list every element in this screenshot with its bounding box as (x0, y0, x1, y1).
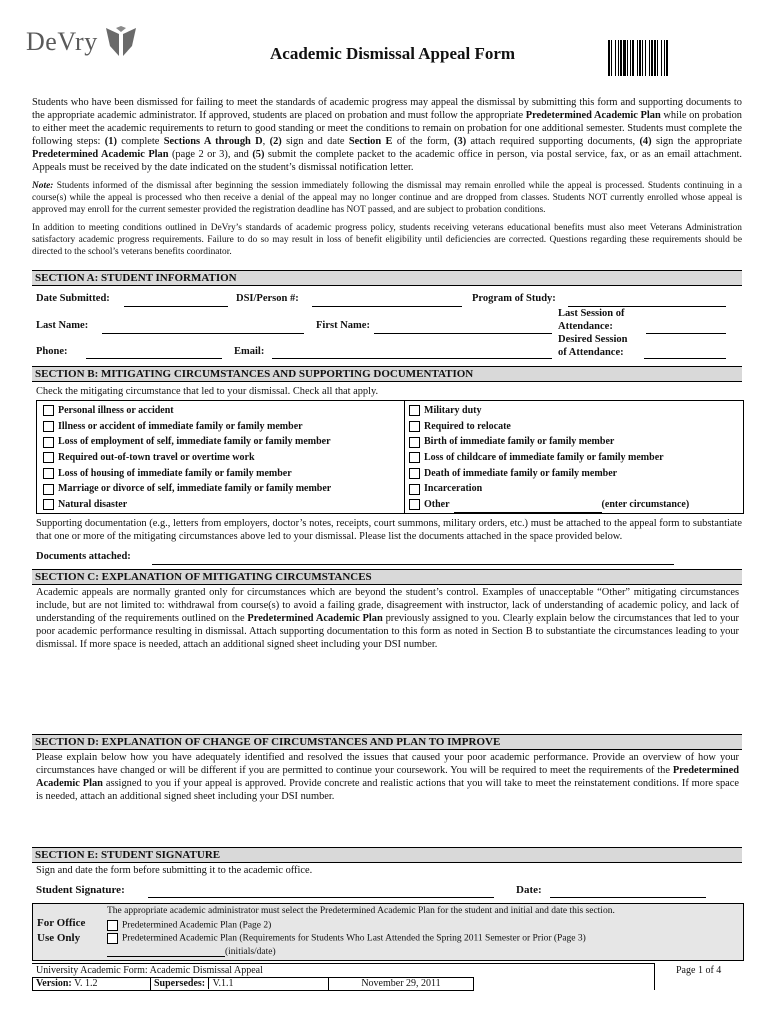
first-name-line[interactable] (374, 321, 552, 334)
checkbox-icon[interactable] (43, 421, 54, 432)
checkbox-icon[interactable] (409, 452, 420, 463)
office-option-page2[interactable]: Predetermined Academic Plan (Page 2) (107, 920, 271, 931)
checkbox-icon[interactable] (409, 499, 420, 510)
page-title: Academic Dismissal Appeal Form (270, 44, 516, 63)
circumstance-option[interactable] (43, 450, 401, 466)
office-option-page3[interactable]: Predetermined Academic Plan (Requirements for Students Who Last Attended the Spring 2011 Semester or Prior (Page 3) (107, 933, 586, 944)
program-field: Program of Study: (472, 293, 556, 304)
documents-attached-line[interactable] (152, 552, 674, 565)
other-circumstance-line[interactable] (454, 502, 602, 513)
section-d-title: SECTION D: EXPLANATION OF CHANGE OF CIRCUMSTANCES AND PLAN TO IMPROVE (32, 734, 742, 750)
circumstance-label: Required out-of-town travel or overtime work (58, 452, 255, 464)
dsi-field: DSI/Person #: (236, 293, 299, 304)
circumstance-option[interactable] (409, 434, 739, 450)
desired-session-field: Desired Session of Attendance: (558, 334, 628, 358)
note-paragraph: Note: Students informed of the dismissal after beginning the session immediately following the dismissal may remain enrolled while the appeal is processed. Students continuing in a course(s) while the appeal is processed who then receive a denial of the appeal may no longer continue and are dropped from classes. Students NOT currently enrolled whose appeal is approved may enroll for the current semester provided the registration deadline has NOT passed, and are subject to probation conditions. (32, 181, 742, 215)
barcode-image (608, 40, 718, 76)
date-submitted-field[interactable]: Date Submitted: (36, 293, 110, 304)
circumstances-right-column (409, 403, 739, 513)
shield-icon (104, 26, 138, 58)
logo-text: DeVry (26, 27, 98, 56)
dsi-line[interactable] (312, 294, 462, 307)
circumstance-label: Incarceration (424, 483, 483, 495)
checkbox-icon[interactable] (409, 468, 420, 479)
form-header (0, 0, 770, 90)
last-session-line[interactable] (646, 321, 726, 334)
section-d-text: Please explain below how you have adequately identified and resolved the issues that caused your poor academic performance. Provide an overview of how your circumstances have changed or will be different if you are permitted to continue your coursework. You will be required to meet the requirements of the Predetermined Academic Plan assigned to you if your appeal is approved. Provide concrete and realistic actions that you will take to meet the reinstatement conditions. If more space is needed, attach an additional signed sheet including your DSI number. (36, 752, 740, 802)
signature-date-label: Date: (516, 884, 542, 896)
section-c-answer-area[interactable] (32, 650, 742, 732)
office-use-label: For Office Use Only (37, 917, 86, 944)
section-a (32, 270, 742, 286)
veterans-paragraph: In addition to meeting conditions outlined in DeVry’s standards of academic progress policy, students receiving veterans educational benefits must also meet Veterans Administration satisfactory academic progress requirements. Failure to do so may result in loss of benefit eligibility until deficiencies are corrected. Questions regarding these requirements should be directed to the school’s veterans benefits coordinator. (32, 223, 742, 257)
section-c-text: Academic appeals are normally granted only for circumstances which are beyond the student’s control. Examples of unacceptable “Other” mitigating circumstances include, but are not limited to: withdrawal from course(s) to avoid a failing grade, disagreement with instructor, lack of understanding of academic policy, and lack of understanding of the requirements outlined on the Predetermined Academic Plan previously assigned to you. Clearly explain below the circumstances that led to your poor academic performance resulting in dismissal. Attach supporting documentation to this form as noted in Section B to substantiate the circumstances leading to your dismissal. If more space is needed, attach an additional signed sheet including your DSI number. (36, 587, 739, 650)
circumstance-option[interactable] (409, 497, 739, 513)
office-use-box (32, 903, 744, 961)
email-line[interactable] (272, 346, 552, 359)
first-name-field: First Name: (316, 320, 370, 331)
circumstances-box (36, 400, 744, 514)
section-c-title: SECTION C: EXPLANATION OF MITIGATING CIRCUMSTANCES (32, 569, 742, 585)
circumstance-option[interactable] (43, 466, 401, 482)
intro-section (32, 96, 742, 264)
checkbox-icon[interactable] (409, 437, 420, 448)
section-e (32, 847, 742, 877)
circumstance-label: Illness or accident of immediate family or family member (58, 420, 303, 432)
student-signature-label: Student Signature: (36, 884, 125, 896)
checkbox-icon[interactable] (107, 933, 118, 944)
checkbox-icon[interactable] (43, 437, 54, 448)
circumstance-label: Personal illness or accident (58, 405, 174, 416)
checkbox-icon[interactable] (409, 484, 420, 495)
other-circumstance-hint: (enter circumstance) (601, 499, 690, 511)
circumstance-option[interactable] (409, 466, 739, 482)
documents-attached-label: Documents attached: (36, 551, 131, 562)
circumstance-option[interactable] (43, 481, 401, 497)
signature-date-line[interactable] (550, 885, 706, 898)
email-field: Email: (234, 346, 265, 357)
circumstance-label: Required to relocate (424, 420, 511, 432)
circumstance-label: Death of immediate family or family member (424, 467, 618, 479)
last-name-field: Last Name: (36, 320, 89, 331)
program-line[interactable] (568, 294, 726, 307)
date-submitted-line[interactable] (124, 294, 228, 307)
circumstance-option[interactable] (43, 403, 401, 419)
circumstance-label: Loss of employment of self, immediate family or family member (58, 436, 331, 448)
circumstance-label: Loss of childcare of immediate family or family member (424, 452, 664, 464)
circumstance-label: Natural disaster (58, 499, 128, 511)
checkbox-icon[interactable] (43, 468, 54, 479)
office-instruction: The appropriate academic administrator must select the Predetermined Academic Plan for the student and initial and date this section. (107, 906, 615, 916)
intro-paragraph: Students who have been dismissed for failing to meet the standards of academic progress may appeal the dismissal by submitting this form and supporting documents to the appropriate academic administrator. If approved, students are placed on probation and must follow the appropriate Predetermined Academic Plan while on probation to either meet the academic requirements to return to good standing or meet the conditions to remain on probation for one additional semester. Students must complete the following steps: (1) complete Sections A through D, (2) sign and date Section E of the form, (3) attach required supporting documents, (4) sign the appropriate Predetermined Academic Plan (page 2 or 3), and (5) submit the complete packet to the academic office in person, via postal service, fax, or as an email attachment. Appeals must be received by the date indicated on the student’s dismissal notification letter. (32, 97, 743, 173)
circumstance-option[interactable] (409, 481, 739, 497)
circumstance-label: Marriage or divorce of self, immediate family or family member (58, 483, 332, 495)
last-session-field: Last Session of Attendance: (558, 308, 625, 332)
checkbox-icon[interactable] (409, 405, 420, 416)
checkbox-icon[interactable] (409, 421, 420, 432)
section-e-instruction: Sign and date the form before submitting it to the academic office. (36, 865, 313, 876)
student-signature-line[interactable] (148, 885, 494, 898)
circumstance-option[interactable] (409, 450, 739, 466)
phone-field: Phone: (36, 346, 68, 357)
checkbox-icon[interactable] (43, 484, 54, 495)
circumstance-label: Other (424, 499, 450, 511)
desired-session-line[interactable] (644, 346, 726, 359)
section-a-title: SECTION A: STUDENT INFORMATION (32, 270, 742, 286)
checkbox-icon[interactable] (107, 920, 118, 931)
section-b (32, 366, 742, 398)
circumstance-label: Loss of housing of immediate family or family member (58, 467, 292, 479)
checkbox-icon[interactable] (43, 499, 54, 510)
phone-line[interactable] (86, 346, 222, 359)
section-e-title: SECTION E: STUDENT SIGNATURE (32, 847, 742, 863)
circumstance-label: Birth of immediate family or family member (424, 436, 615, 448)
checkbox-icon[interactable] (43, 405, 54, 416)
section-d-answer-area[interactable] (32, 804, 742, 844)
version-row: Version: V. 1.2 Supersedes: V.1.1 November 29, 2011 (32, 977, 474, 991)
circumstances-left-column (43, 403, 401, 513)
footer-form-name: University Academic Form: Academic Dismissal Appeal (36, 965, 263, 976)
office-initials[interactable]: (initials/date) (107, 946, 276, 957)
section-b-instruction: Check the mitigating circumstance that led to your dismissal. Check all that apply. (36, 386, 379, 397)
circumstance-label: Military duty (424, 405, 482, 416)
last-name-line[interactable] (102, 321, 304, 334)
circumstance-option[interactable] (409, 419, 739, 435)
circumstance-option[interactable] (43, 497, 401, 513)
circumstance-option[interactable] (409, 403, 739, 419)
circumstance-option[interactable] (43, 434, 401, 450)
checkbox-icon[interactable] (43, 452, 54, 463)
circumstance-option[interactable] (43, 419, 401, 435)
page-number: Page 1 of 4 (676, 965, 722, 976)
devry-logo (26, 26, 138, 58)
supporting-doc-text: Supporting documentation (e.g., letters from employers, doctor’s notes, receipts, court summons, military orders, etc.) must be attached to the appeal form to substantiate that one or more of the mitigating circumstances above led to your dismissal. Please list the documents attached in the space provided below. (36, 518, 742, 542)
section-b-title: SECTION B: MITIGATING CIRCUMSTANCES AND SUPPORTING DOCUMENTATION (32, 366, 742, 382)
